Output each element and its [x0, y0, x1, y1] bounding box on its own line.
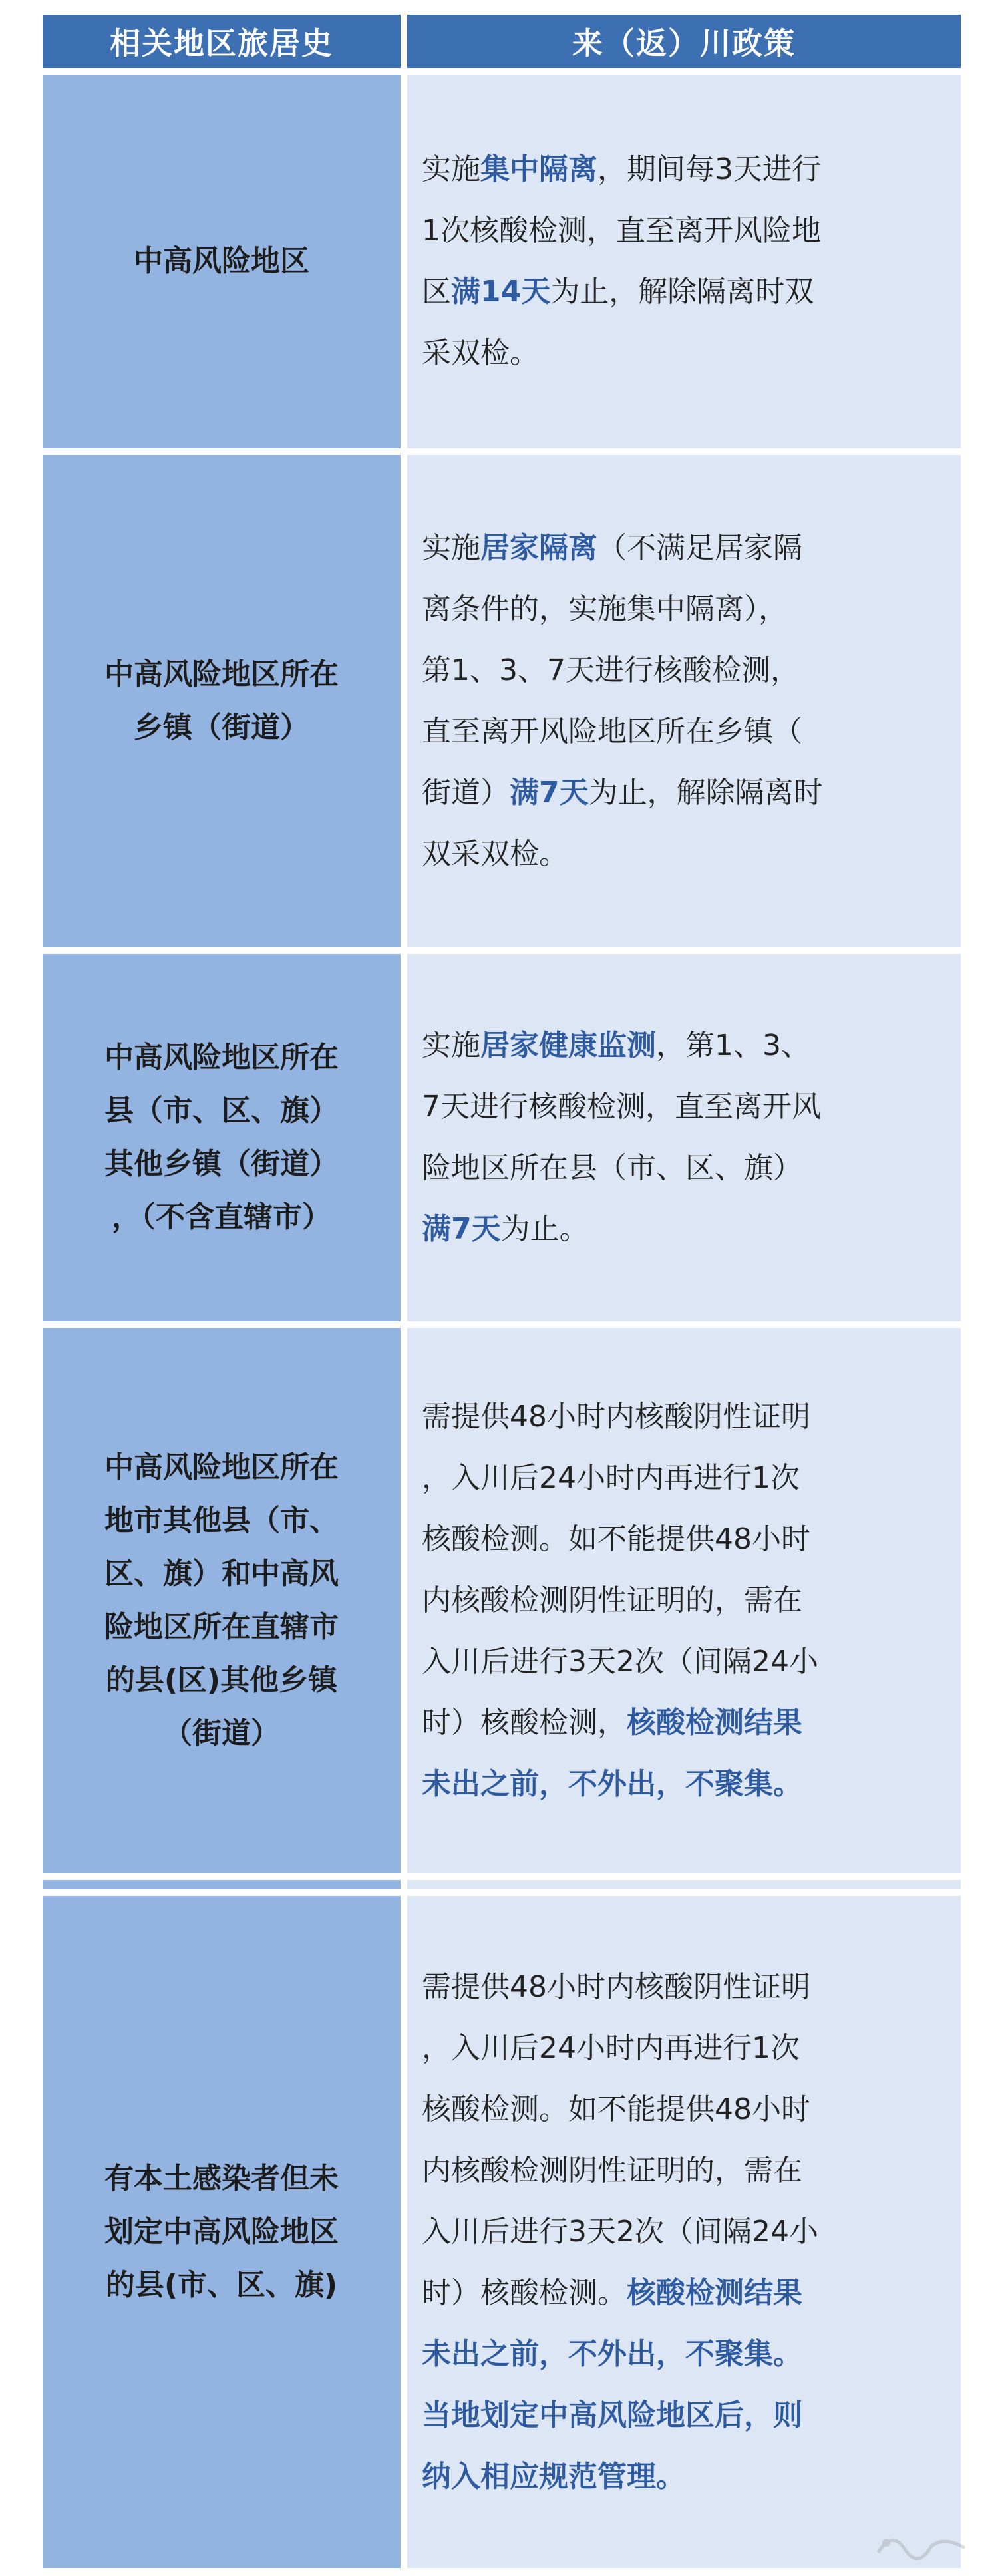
policy-highlight: 满14天	[451, 275, 551, 309]
policy-cell	[407, 455, 961, 947]
region-text: 中高风险地区	[134, 244, 309, 278]
policy-segment: 实施	[422, 152, 480, 186]
table-header	[43, 15, 961, 68]
policy-highlight: 满7天	[422, 1212, 501, 1246]
region-cell	[43, 1328, 401, 1873]
policy-highlight: 居家健康监测	[480, 1029, 656, 1062]
table-row	[43, 75, 961, 448]
policy-segment: ，期间每3天进行 1次核酸检测，直至离开风险地 区	[422, 152, 821, 309]
policy-text	[422, 518, 823, 885]
region-cell	[43, 954, 401, 1321]
header-policy: 来（返）川政策	[407, 15, 961, 68]
policy-highlight: 核酸检测结果 未出之前，不外出，不聚集。 当地划定中高风险地区后，则 纳入相应规范管理。	[422, 2276, 802, 2494]
table-row	[43, 1896, 961, 2568]
policy-text	[422, 1015, 821, 1260]
policy-cell	[407, 954, 961, 1321]
policy-text	[422, 1386, 818, 1815]
row-separator	[43, 1880, 961, 1889]
policy-cell	[407, 75, 961, 448]
policy-table	[43, 15, 961, 2575]
publisher-logo-icon	[872, 2523, 971, 2563]
region-cell	[43, 455, 401, 947]
policy-segment: ，第1、3、 7天进行核酸检测，直至离开风 险地区所在县（市、区、旗）	[422, 1029, 821, 1185]
header-region: 相关地区旅居史	[43, 15, 401, 68]
policy-segment: 为止。	[500, 1212, 589, 1246]
table-row	[43, 455, 961, 947]
policy-text	[422, 139, 821, 384]
policy-segment: 为止，解除隔离时 双采双检。	[422, 776, 823, 871]
region-cell	[43, 1896, 401, 2568]
region-cell	[43, 75, 401, 448]
policy-text	[422, 1957, 818, 2507]
policy-segment: 实施	[422, 1029, 480, 1062]
separator-left	[43, 1880, 401, 1889]
region-text: 有本土感染者但未 划定中高风险地区 的县(市、区、旗)	[104, 2162, 339, 2302]
region-text: 中高风险地区所在 乡镇（街道）	[104, 657, 339, 744]
policy-segment: 为止，解除隔离时双 采双检。	[422, 275, 814, 370]
policy-segment: 实施	[422, 531, 480, 565]
policy-highlight: 满7天	[510, 776, 589, 810]
table-row	[43, 954, 961, 1321]
table-row	[43, 1328, 961, 1873]
policy-highlight: 集中隔离	[480, 152, 597, 186]
region-text: 中高风险地区所在 地市其他县（市、 区、旗）和中高风 险地区所在直辖市 的县(区)其他乡镇 （街道）	[104, 1450, 339, 1750]
policy-highlight: 居家隔离	[480, 531, 597, 565]
policy-cell	[407, 1896, 961, 2568]
policy-segment: 需提供48小时内核酸阴性证明 ，入川后24小时内再进行1次 核酸检测。如不能提供48小时 内核酸检测阴性证明的，需在 入川后进行3天2次（间隔24小 时）核酸检测，	[422, 1400, 818, 1740]
policy-cell	[407, 1328, 961, 1873]
policy-segment: 需提供48小时内核酸阴性证明 ，入川后24小时内再进行1次 核酸检测。如不能提供48小时 内核酸检测阴性证明的，需在 入川后进行3天2次（间隔24小 时）核酸检测。	[422, 1970, 818, 2310]
separator-right	[407, 1880, 961, 1889]
policy-highlight: 核酸检测结果 未出之前，不外出，不聚集。	[422, 1706, 802, 1801]
region-text: 中高风险地区所在 县（市、区、旗） 其他乡镇（街道） ，（不含直辖市）	[104, 1041, 339, 1234]
policy-segment: （不满足居家隔 离条件的，实施集中隔离）， 第1、3、7天进行核酸检测， 直至离开风险地区所在乡镇（ 街道）	[422, 531, 802, 810]
